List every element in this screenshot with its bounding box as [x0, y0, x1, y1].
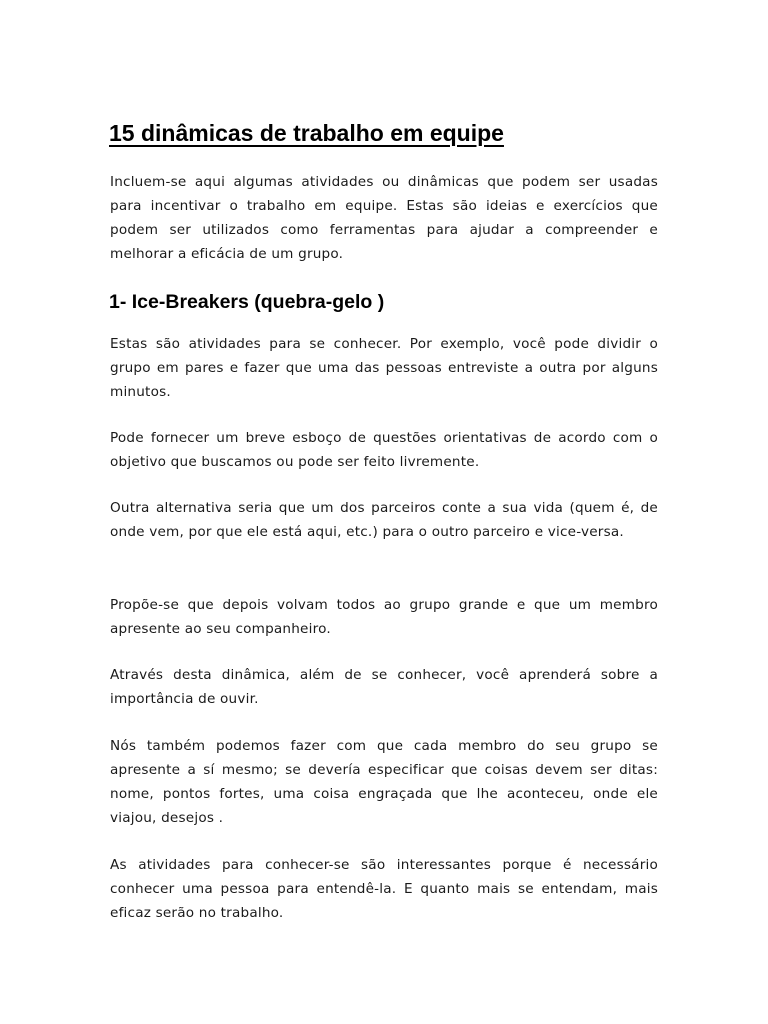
section-heading: 1- Ice-Breakers (quebra-gelo ): [109, 291, 385, 313]
section-paragraph-1: Estas são atividades para se conhecer. Por exemplo, você pode dividir o grupo em pares e fazer que uma das pessoas entreviste a outra por alguns minutos.: [110, 336, 658, 400]
document-title: 15 dinâmicas de trabalho em equipe: [109, 120, 504, 146]
intro-paragraph: Incluem-se aqui algumas atividades ou dinâmicas que podem ser usadas para incentivar o trabalho em equipe. Estas são ideias e exercícios que podem ser utilizados como ferramentas para ajudar a compreender e melhorar a eficácia de um grupo.: [110, 174, 658, 262]
section-paragraph-6: Nós também podemos fazer com que cada membro do seu grupo se apresente a sí mesmo; se devería especificar que coisas devem ser ditas: nome, pontos fortes, uma coisa engraçada que lhe aconteceu, onde ele viajou, desejos .: [110, 738, 658, 826]
section-paragraph-2: Pode fornecer um breve esboço de questões orientativas de acordo com o objetivo que buscamos ou pode ser feito livremente.: [110, 430, 658, 470]
section-paragraph-4: Propõe-se que depois volvam todos ao grupo grande e que um membro apresente ao seu companheiro.: [110, 597, 658, 637]
section-paragraph-7: As atividades para conhecer-se são interessantes porque é necessário conhecer uma pessoa para entendê-la. E quanto mais se entendam, mais eficaz serão no trabalho.: [110, 857, 658, 921]
section-paragraph-3: Outra alternativa seria que um dos parceiros conte a sua vida (quem é, de onde vem, por que ele está aqui, etc.) para o outro parceiro e vice-versa.: [110, 500, 658, 540]
section-paragraph-5: Através desta dinâmica, além de se conhecer, você aprenderá sobre a importância de ouvir.: [110, 667, 658, 707]
